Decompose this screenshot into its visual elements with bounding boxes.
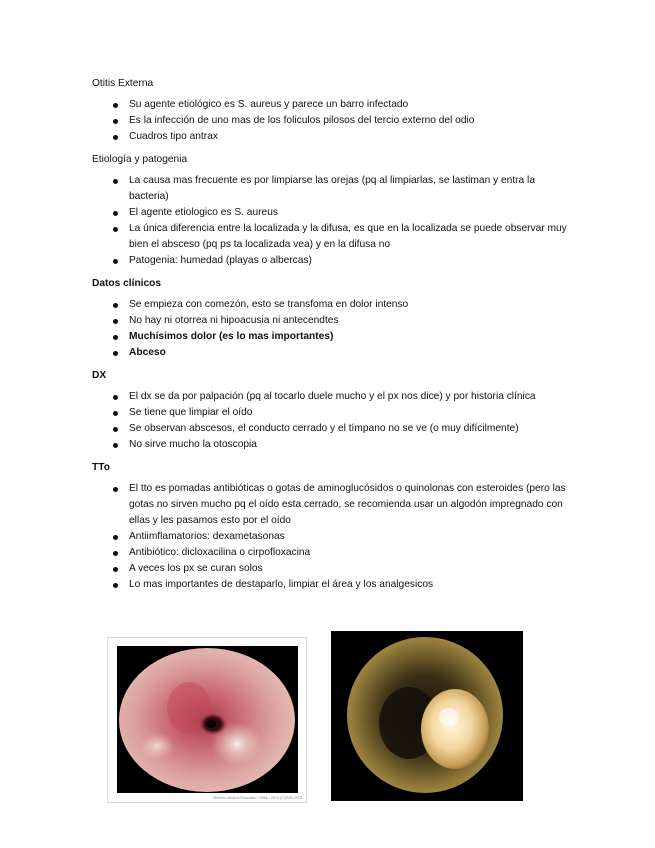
otoscopy-image-abscess: [331, 631, 523, 801]
bullet-icon: [113, 487, 118, 492]
list-item-text: El agente etiologico es S. aureus: [129, 207, 278, 218]
bullet-icon: [113, 211, 118, 216]
list-item-text: La causa mas frecuente es por limpiarse las orejas (pq al limpiarlas, se lastiman y entra la bacteria): [129, 175, 535, 202]
list-item-text: Cuadros tipo antrax: [129, 131, 218, 142]
list-item-text: Su agente etiológico es S. aureus y parece un barro infectado: [129, 99, 409, 110]
list-item: [92, 545, 572, 561]
list-item-text: Lo mas importantes de destaparlo, limpiar el área y los analgesicos: [129, 579, 434, 590]
ear-canal-photo: [117, 646, 298, 793]
figure-caption: Stevens Medical Education / Otitis • 2010 (C)2000-2010: [213, 796, 302, 800]
list-item: [92, 389, 572, 405]
ear-canal-illustration: [117, 646, 298, 793]
document-body: [92, 76, 572, 600]
list-item-text: Se tiene que limpiar el oído: [129, 407, 253, 418]
list-item-text: Antiimflamatorios: dexametasonas: [129, 531, 285, 542]
list-item: [92, 329, 572, 345]
bullet-icon: [113, 395, 118, 400]
otoscopy-image-inflamed-canal: [107, 637, 307, 803]
list-item-text: Muchísimos dolor (es lo mas importantes): [129, 331, 334, 342]
list-item-text: A veces los px se curan solos: [129, 563, 263, 574]
bullet-icon: [113, 427, 118, 432]
list-item-text: Antibiótico: dicloxacilina o cirpofloxacina: [129, 547, 311, 558]
bullet-icon: [113, 583, 118, 588]
bullet-icon: [113, 119, 118, 124]
list-item: [92, 405, 572, 421]
list-item: [92, 97, 572, 113]
list-item: [92, 529, 572, 545]
bullet-icon: [113, 179, 118, 184]
list-item: [92, 113, 572, 129]
bullet-icon: [113, 319, 118, 324]
list-item: [92, 205, 572, 221]
list-item-text: No sirve mucho la otoscopia: [129, 439, 257, 450]
list-item-text: Se empieza con comezón, esto se transfoma en dolor intenso: [129, 299, 409, 310]
list-item-text: Se observan abscesos, el conducto cerrado y el tímpano no se ve (o muy difícilmente): [129, 423, 519, 434]
list-item: [92, 577, 572, 593]
list-item: [92, 129, 572, 145]
list-item: [92, 173, 572, 205]
list-item-text: Es la infección de uno mas de los foliculos pilosos del tercio externo del odio: [129, 115, 475, 126]
section-heading: Etiología y patogenia: [92, 154, 188, 165]
bullet-list: [92, 297, 572, 361]
section-heading: DX: [92, 370, 107, 381]
section-heading: Datos clínicos: [92, 278, 162, 289]
bullet-icon: [113, 259, 118, 264]
bullet-list: [92, 481, 572, 593]
list-item-text: El dx se da por palpación (pq al tocarlo duele mucho y el px nos dice) y por historia clínica: [129, 391, 536, 402]
bullet-icon: [113, 551, 118, 556]
list-item: [92, 297, 572, 313]
list-item-text: No hay ni otorrea ni hipoacusia ni antecendtes: [129, 315, 339, 326]
list-item: [92, 345, 572, 361]
bullet-icon: [113, 443, 118, 448]
abscess-illustration: [331, 631, 523, 801]
bullet-icon: [113, 303, 118, 308]
list-item-text: Abceso: [129, 347, 166, 358]
bullet-icon: [113, 227, 118, 232]
list-item: [92, 421, 572, 437]
bullet-list: [92, 97, 572, 145]
section-heading: Otitis Externa: [92, 78, 154, 89]
bullet-icon: [113, 567, 118, 572]
list-item: [92, 253, 572, 269]
bullet-icon: [113, 135, 118, 140]
list-item: [92, 221, 572, 253]
bullet-icon: [113, 411, 118, 416]
bullet-icon: [113, 535, 118, 540]
bullet-icon: [113, 103, 118, 108]
list-item: [92, 313, 572, 329]
bullet-list: [92, 173, 572, 269]
bullet-icon: [113, 335, 118, 340]
list-item-text: Patogenia: humedad (playas o albercas): [129, 255, 312, 266]
list-item-text: El tto es pomadas antibióticas o gotas de aminoglucósidos o quinolonas con esteroides (pero las gotas no sirven mucho pq el oído esta cerrado, se recomienda usar un algodón impregnado con ellas y les pasamos esto por el oído: [129, 483, 566, 526]
list-item: [92, 561, 572, 577]
bullet-icon: [113, 351, 118, 356]
bullet-list: [92, 389, 572, 453]
list-item-text: La única diferencia entre la localizada y la difusa, es que en la localizada se puede observar muy bien el absceso (pq ps ta localizada vea) y en la difusa no: [129, 223, 567, 250]
section-heading: TTo: [92, 462, 110, 473]
list-item: [92, 481, 572, 529]
list-item: [92, 437, 572, 453]
